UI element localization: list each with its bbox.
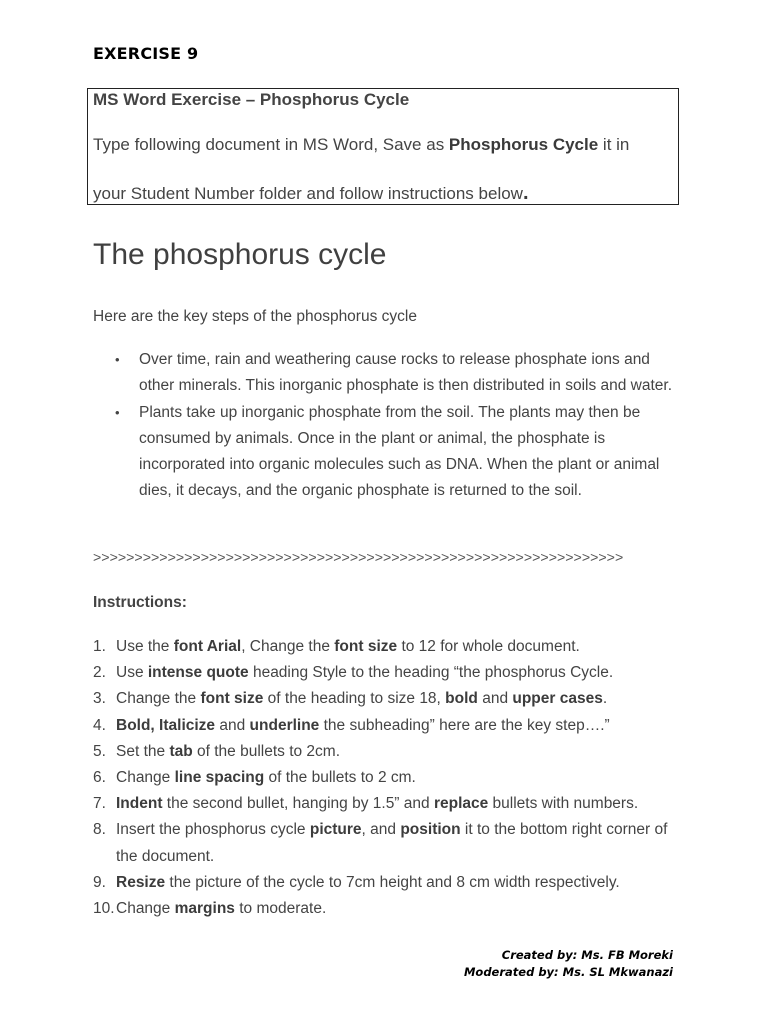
bullet-item [93, 400, 683, 505]
step-bold-text: replace [433, 795, 489, 813]
instruction-step [93, 739, 683, 765]
step-bold-text: picture [309, 821, 362, 839]
step-text: Change the [116, 690, 201, 708]
step-number: 10. [93, 900, 115, 918]
bullet-list [93, 347, 683, 505]
step-bold-text: position [400, 821, 461, 839]
task-box [87, 88, 679, 205]
bullet-item [93, 347, 683, 400]
step-number: 4. [93, 716, 106, 734]
instruction-step [93, 896, 683, 922]
document-intro: Here are the key steps of the phosphorus cycle [93, 308, 417, 325]
instruction-step [93, 765, 683, 791]
step-text: Change [116, 769, 175, 787]
step-bold-text: intense quote [147, 664, 249, 682]
step-text: of the bullets to 2cm. [192, 742, 341, 760]
instruction-step [93, 713, 683, 739]
step-text: Change [116, 900, 175, 918]
step-bold-text: font size [334, 638, 398, 655]
step-text: it to the bottom right corner of the document. [116, 821, 668, 865]
step-text: to moderate. [234, 900, 327, 918]
exercise-label: EXERCISE 9 [93, 44, 199, 63]
step-text: Use [116, 664, 148, 682]
task-box-title: MS Word Exercise – Phosphorus Cycle [93, 90, 410, 109]
task-box-line-2 [93, 182, 529, 205]
step-number: 8. [93, 821, 106, 839]
step-number: 6. [93, 769, 106, 787]
instruction-step [93, 660, 683, 686]
step-text: heading Style to the heading “the phosphorus Cycle. [248, 664, 614, 682]
bullet-dot: • [115, 404, 120, 420]
instruction-step [93, 686, 683, 712]
task-line2-end: . [522, 182, 529, 204]
step-text: bullets with numbers. [488, 795, 639, 813]
task-box-line-1 [93, 135, 629, 155]
task-line1-bold: Phosphorus Cycle [448, 135, 599, 154]
step-bold-text: upper cases [512, 690, 603, 708]
step-text: the second bullet, hanging by 1.5” and [162, 795, 434, 813]
instruction-step [93, 817, 683, 869]
step-bold-text: font size [200, 690, 264, 708]
step-number: 5. [93, 742, 106, 760]
step-text: Set the [116, 742, 170, 760]
step-number: 7. [93, 795, 106, 813]
step-text: , Change the [241, 638, 335, 655]
bullet-text: Plants take up inorganic phosphate from the soil. The plants may then be consumed by animals. Once in the plant or animal, the phosphate is incorporated into organic molecules such as DNA. When the plant or animal dies, it decays, and the organic phosphate is returned to the soil. [139, 403, 660, 500]
step-bold-text: Resize [116, 873, 166, 891]
step-text: the picture of the cycle to 7cm height and 8 cm width respectively. [165, 873, 620, 891]
step-bold-text: margins [174, 900, 235, 918]
step-bold-text: font Arial [173, 638, 242, 655]
task-line1-post: it in [598, 135, 630, 154]
task-line1-pre: Type following document in MS Word, Save as [93, 135, 449, 154]
step-text: of the heading to size 18, [263, 690, 446, 708]
instruction-step [93, 634, 683, 660]
credits [464, 947, 673, 981]
step-text: , and [361, 821, 401, 839]
step-bold-text: Indent [116, 795, 163, 813]
bullet-text: Over time, rain and weathering cause rocks to release phosphate ions and other minerals. This inorganic phosphate is then distributed in soils and water. [139, 351, 673, 395]
step-text: to 12 for whole document. [397, 638, 580, 655]
step-number: 9. [93, 873, 106, 891]
step-bold-text: underline [249, 716, 320, 734]
moderated-by: Moderated by: Ms. SL Mkwanazi [463, 965, 673, 979]
step-text: Use the [116, 638, 174, 655]
step-text: of the bullets to 2 cm. [264, 769, 416, 787]
step-bold-text: bold [445, 690, 478, 708]
step-bold-text: line spacing [174, 769, 265, 787]
bullet-dot: • [115, 352, 120, 367]
step-text: and [477, 690, 513, 708]
instruction-step [93, 870, 683, 896]
divider-line: >>>>>>>>>>>>>>>>>>>>>>>>>>>>>>>>>>>>>>>>>>>>>>>>>>>>>>>>>>>>>>>> [93, 550, 624, 566]
step-text: the subheading” here are the key step….” [319, 716, 610, 734]
step-text: . [602, 690, 608, 708]
step-bold-text: tab [169, 742, 193, 760]
step-number: 3. [93, 690, 106, 708]
step-number: 2. [93, 664, 106, 682]
instruction-step [93, 791, 683, 817]
instructions-list [93, 634, 683, 922]
instructions-title: Instructions: [93, 594, 187, 611]
step-text: Insert the phosphorus cycle [116, 821, 310, 839]
step-text: and [215, 716, 250, 734]
created-by: Created by: Ms. FB Moreki [501, 948, 673, 962]
step-bold-text: Bold, Italicize [116, 716, 216, 734]
task-line2: your Student Number folder and follow instructions below [93, 184, 523, 203]
document-heading: The phosphorus cycle [93, 238, 387, 271]
step-number: 1. [93, 638, 106, 655]
